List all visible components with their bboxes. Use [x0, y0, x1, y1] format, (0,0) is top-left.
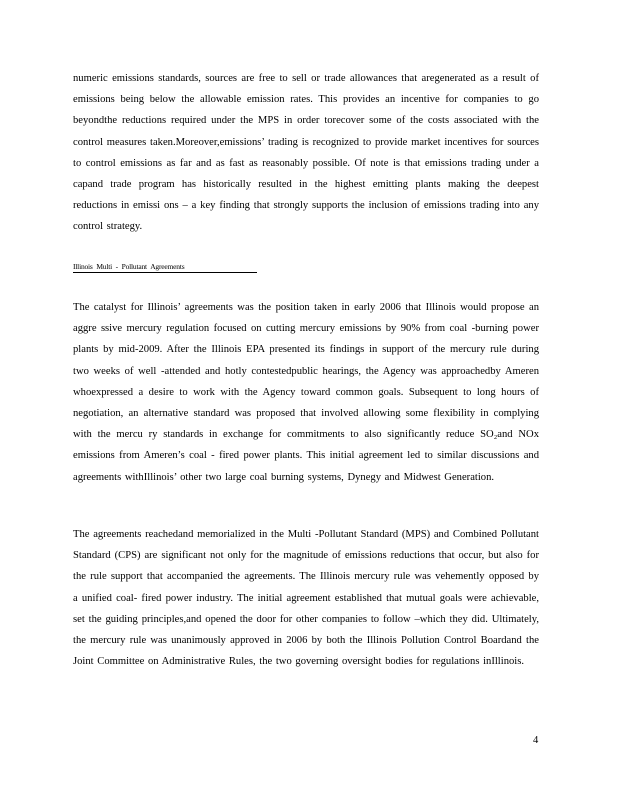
- body-paragraph-2: The catalyst for Illinois’ agreements was the position taken in early 2006 that Illinois would propose an aggre ssive mercury regulation focused on cutting mercury emissions by 90% from coal -burning power plants by mid-2009. After the Illinois EPA presented its findings in support of the mercury rule during two weeks of well -attended and hotly contestedpublic hearings, the Agency was approachedby Ameren whoexpressed a desire to work with the Agency toward common goals. Subsequent to long hours of negotiation, an alternative standard was proposed that involved allowing some flexibility in complying with the mercu ry standards in exchange for commitments to also significantly reduce SO₂and NOx emissions from Ameren’s coal - fired power plants. This initial agreement led to similar discussions and agreements withIllinois’ other two large coal burning systems, Dynegy and Midwest Generation.: [73, 302, 539, 483]
- page-number: 4: [533, 735, 539, 746]
- section-heading: Illinois Multi - Pollutant Agreements: [73, 262, 257, 273]
- body-paragraph-3: The agreements reachedand memorialized in the Multi -Pollutant Standard (MPS) and Combined Pollutant Standard (CPS) are significant not only for the magnitude of emissions reductions that occur, but also for the rule support that accompanied the agreements. The Illinois mercury rule was vehemently opposed by a unified coal- fired power industry. The initial agreement established that mutual goals were achievable, set the guiding principles,and opened the door for other companies to follow –which they did. Ultimately, the mercury rule was unanimously approved in 2006 by both the Illinois Pollution Control Boardand the Joint Committee on Administrative Rules, the two governing oversight bodies for regulations inIllinois.: [73, 529, 539, 668]
- body-paragraph-1: numeric emissions standards, sources are free to sell or trade allowances that aregenerated as a result of emissions being below the allowable emission rates. This provides an incentive for companies to go beyondthe reductions required under the MPS in order torecover some of the costs associated with the control measures taken.Moreover,emissions’ trading is recognized to provide market incentives for sources to control emissions as far and as fast as reasonably possible. Of note is that emissions trading under a capand trade program has historically resulted in the highest emitting plants making the deepest reductions in emissi ons – a key finding that strongly supports the inclusion of emissions trading into any control strategy.: [73, 73, 539, 233]
